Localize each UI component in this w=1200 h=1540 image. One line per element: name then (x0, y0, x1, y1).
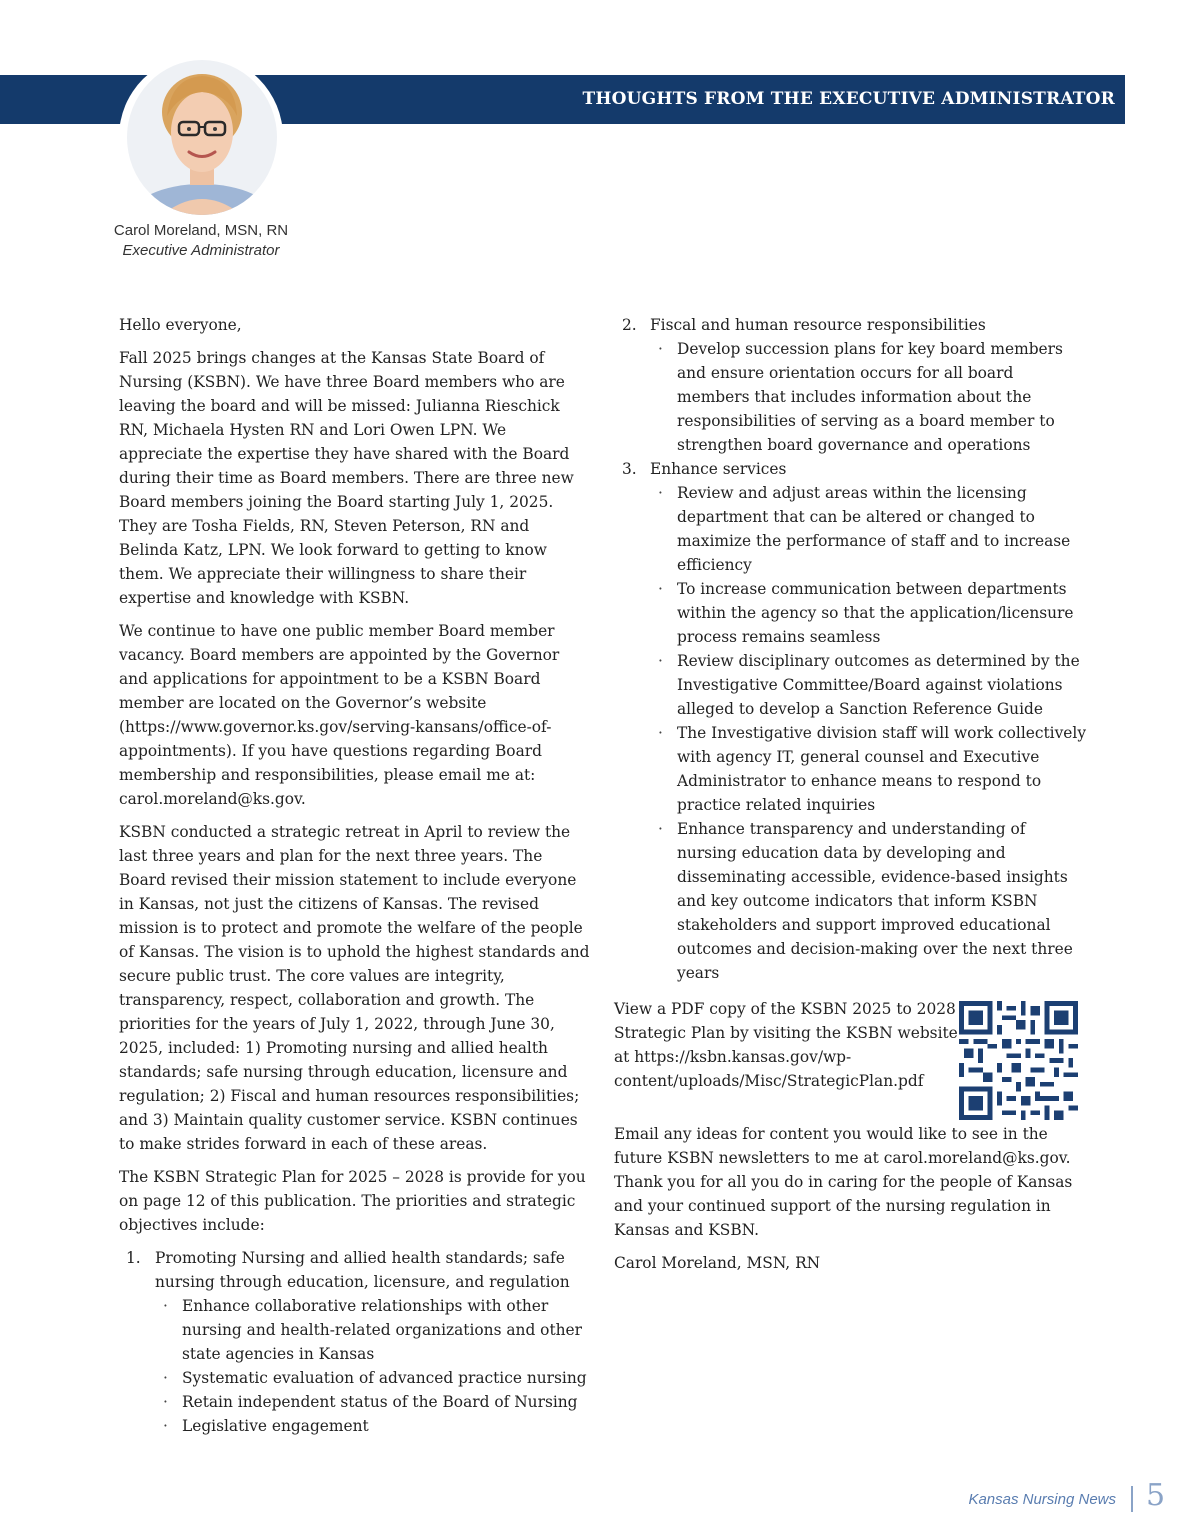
objective-item: · Develop succession plans for key board members and ensure orientation occurs for all board members that includes information about the responsibilities of serving as a board member to strengthen board governance and operations (650, 337, 1090, 457)
objective-item: · Legislative engagement (155, 1414, 593, 1438)
priority-number: 1. (126, 1249, 141, 1267)
objective-item: · Review disciplinary outcomes as determined by the Investigative Committee/Board against violations alleged to develop a Sanction Reference Guide (650, 649, 1090, 721)
author-title: Executive Administrator (122, 242, 280, 259)
priority-item (119, 1246, 593, 1438)
objective-item: · Review and adjust areas within the licensing department that can be altered or changed to maximize the performance of staff and to increase efficiency (650, 481, 1090, 577)
author-name: Carol Moreland, MSN, RN (113, 222, 289, 239)
strategic-plan-link-text[interactable]: View a PDF copy of the KSBN 2025 to 2028 Strategic Plan by visiting the KSBN website at https://ksbn.kansas.gov/wp-content/uploads/Misc/StrategicPlan.pdf (614, 1000, 958, 1090)
closing-paragraph: Email any ideas for content you would like to see in the future KSBN newsletters to me at carol.moreland@ks.gov. Thank you for all you do in caring for the people of Kansas and your continued support of the nursing regulation in Kansas and KSBN. (614, 1125, 1073, 1239)
priority-number: 2. (622, 316, 637, 334)
priority-number: 3. (622, 460, 637, 478)
bullet-icon: · (163, 1297, 168, 1315)
objective-item: · Systematic evaluation of advanced practice nursing (155, 1366, 593, 1390)
paragraph-strategic-plan: The KSBN Strategic Plan for 2025 – 2028 is provide for you on page 12 of this publication. The priorities and strategic objectives include: (119, 1168, 586, 1234)
paragraph-retreat: KSBN conducted a strategic retreat in April to review the last three years and plan for the next three years. The Board revised their mission statement to include everyone in Kansas, not just the citizens of Kansas. The revised mission is to protect and promote the welfare of the people of Kansas. The vision is to uphold the highest standards and secure public trust. The core values are integrity, transparency, respect, collaboration and growth. The priorities for the years of July 1, 2022, through June 30, 2025, included: 1) Promoting nursing and allied health standards; safe nursing through education, licensure and regulation; 2) Fiscal and human resources responsibilities; and 3) Maintain quality customer service. KSBN continues to make strides forward in each of these areas. (119, 823, 590, 1153)
paragraph-board-changes: Fall 2025 brings changes at the Kansas State Board of Nursing (KSBN). We have three Board members who are leaving the board and will be missed: Julianna Rieschick RN, Michaela Hysten RN and Lori Owen LPN. We appreciate the expertise they have shared with the Board during their time as Board members. There are three new Board members joining the Board starting July 1, 2025. They are Tosha Fields, RN, Steven Peterson, RN and Belinda Katz, LPN. We look forward to getting to know them. We appreciate their willingness to share their expertise and knowledge with KSBN. (119, 349, 574, 607)
left-column (119, 313, 593, 1438)
qr-code-icon[interactable] (959, 1001, 1078, 1120)
section-title: THOUGHTS FROM THE EXECUTIVE ADMINISTRATOR (582, 89, 1115, 109)
objective-item: · To increase communication between departments within the agency so that the application/licensure process remains seamless (650, 577, 1090, 649)
bullet-icon: · (658, 724, 663, 742)
bullet-icon: · (658, 652, 663, 670)
priority-list (119, 1246, 593, 1438)
greeting: Hello everyone, (119, 316, 242, 334)
author-photo (127, 60, 277, 215)
bullet-icon: · (658, 340, 663, 358)
objective-list (650, 337, 1090, 457)
priority-title: Enhance services (650, 460, 787, 478)
priority-item (614, 313, 1090, 457)
footer-divider (1131, 1486, 1133, 1512)
bullet-icon: · (658, 820, 663, 838)
objective-list (155, 1294, 593, 1438)
page-number: 5 (1146, 1478, 1166, 1513)
objective-item: · Retain independent status of the Board of Nursing (155, 1390, 593, 1414)
bullet-icon: · (163, 1417, 168, 1435)
bullet-icon: · (163, 1369, 168, 1387)
objective-item: · The Investigative division staff will work collectively with agency IT, general counsel and Executive Administrator to enhance means to respond to practice related inquiries (650, 721, 1090, 817)
bullet-icon: · (163, 1393, 168, 1411)
bullet-icon: · (658, 580, 663, 598)
objective-list (650, 481, 1090, 985)
bullet-icon: · (658, 484, 663, 502)
priority-item (614, 457, 1090, 985)
right-column (614, 313, 1090, 1284)
priority-title: Fiscal and human resource responsibilities (650, 316, 986, 334)
objective-item: · Enhance collaborative relationships with other nursing and health-related organizations and other state agencies in Kansas (155, 1294, 593, 1366)
publication-name: Kansas Nursing News (968, 1491, 1116, 1508)
signature: Carol Moreland, MSN, RN (614, 1254, 821, 1272)
paragraph-vacancy: We continue to have one public member Board member vacancy. Board members are appointed by the Governor and applications for appointment to be a KSBN Board member are located on the Governor’s website (https://www.governor.ks.gov/serving-kansans/office-of-appointments). If you have questions regarding Board membership and responsibilities, please email me at: carol.moreland@ks.gov. (119, 622, 560, 808)
priority-title: Promoting Nursing and allied health standards; safe nursing through education, licensure, and regulation (155, 1249, 570, 1291)
objective-item: · Enhance transparency and understanding of nursing education data by developing and disseminating accessible, evidence-based insights and key outcome indicators that inform KSBN stakeholders and support improved educational outcomes and decision-making over the next three years (650, 817, 1090, 985)
strategic-plan-link-block (614, 997, 1090, 1122)
priority-list-continued (614, 313, 1090, 985)
